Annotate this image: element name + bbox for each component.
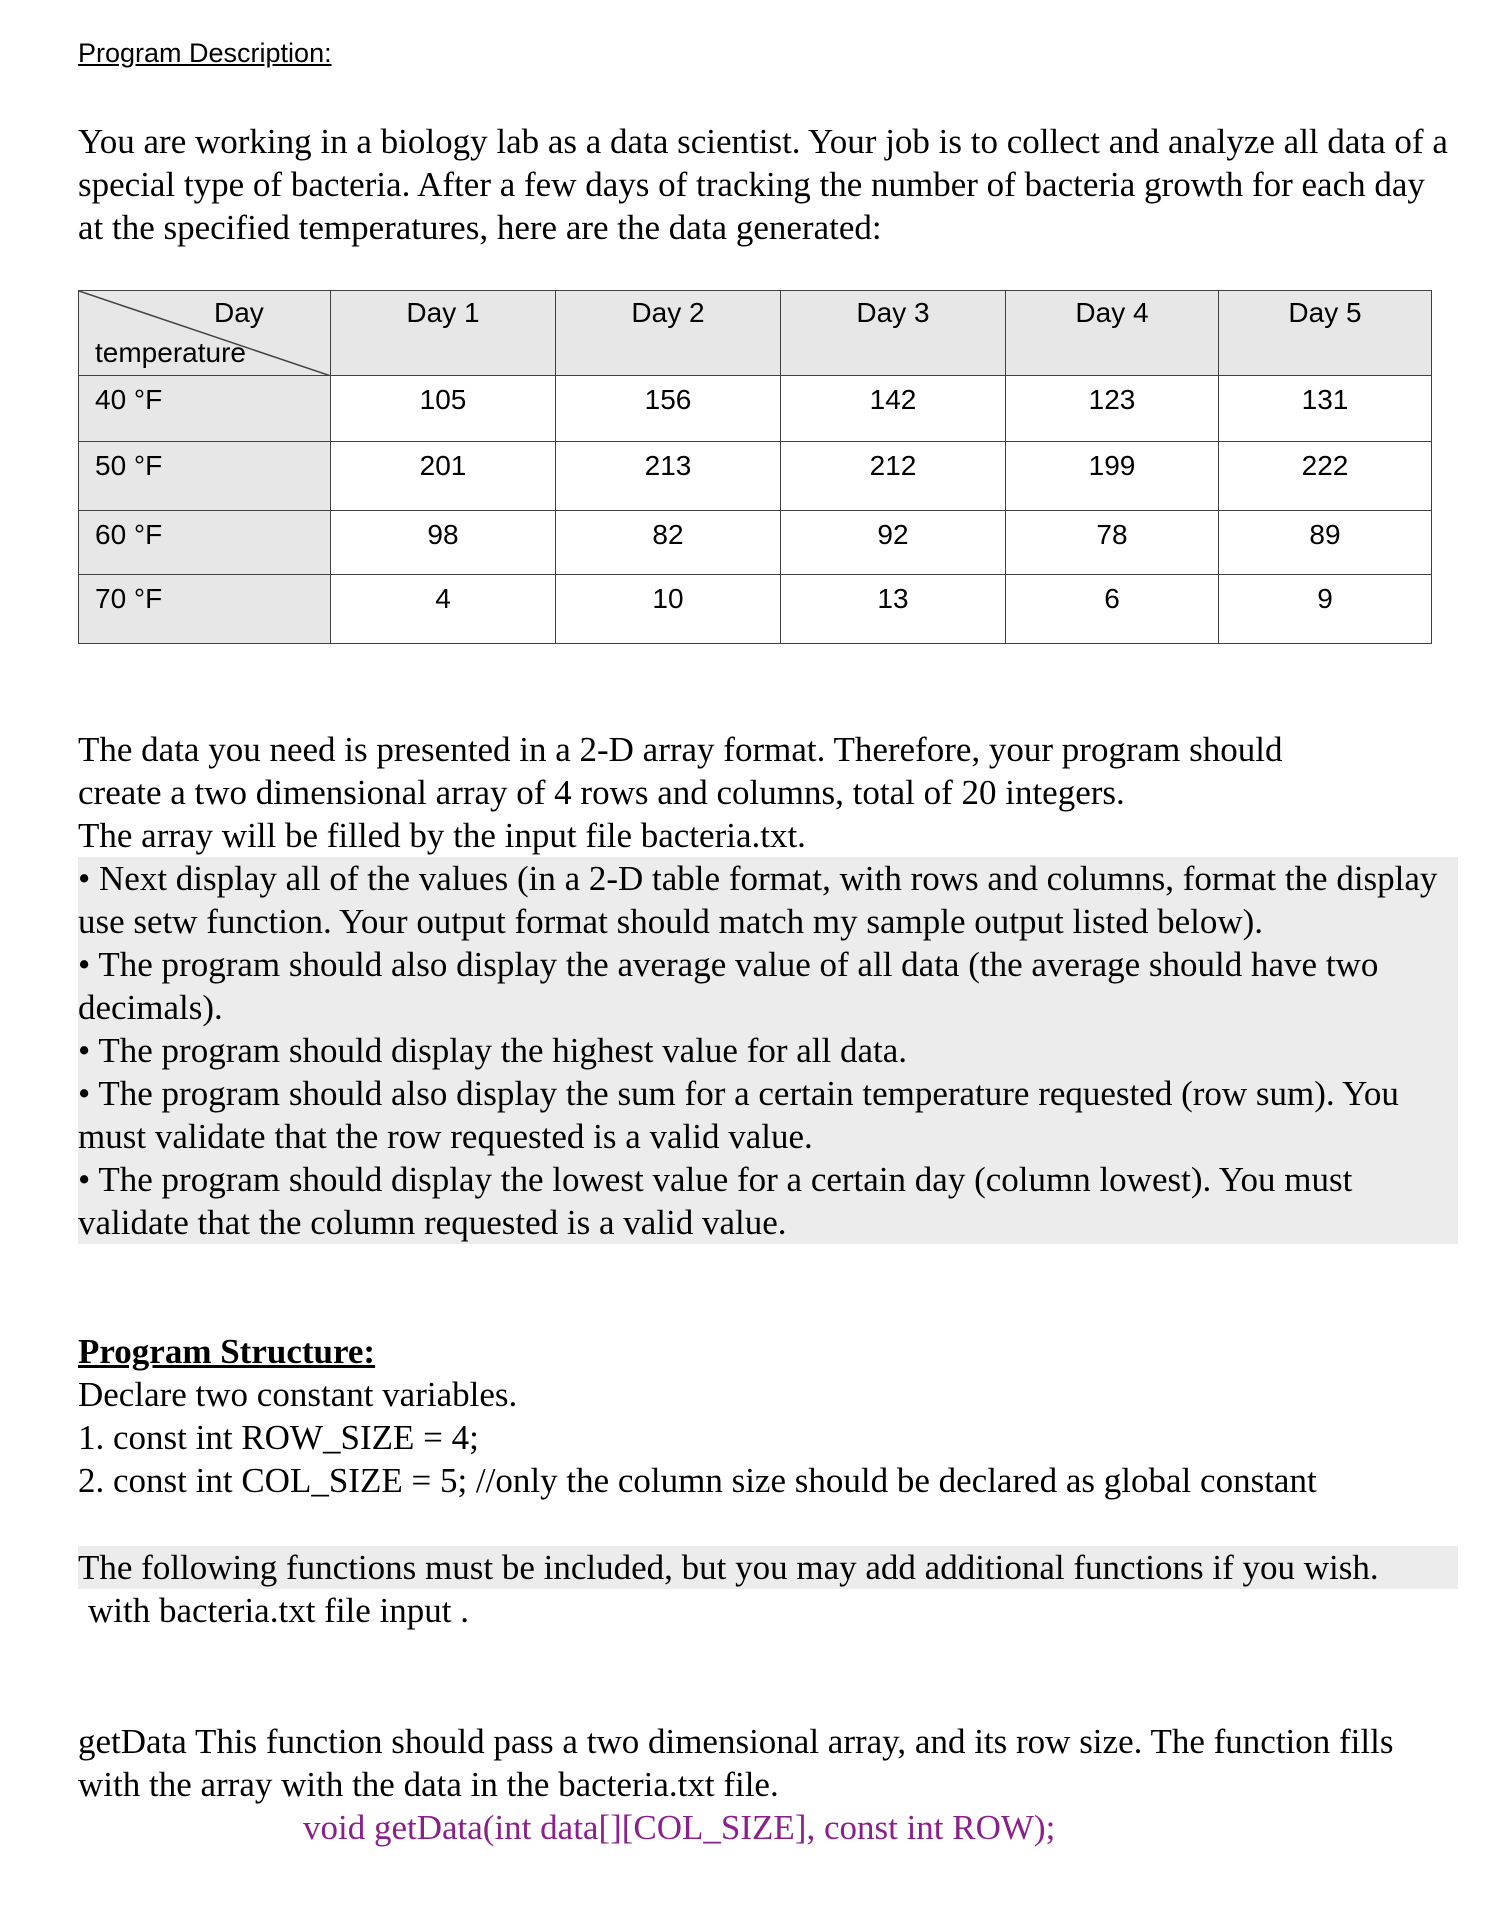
- table-cell: 213: [556, 442, 781, 511]
- table-cell: 222: [1219, 442, 1432, 511]
- getdata-section: [78, 1720, 1458, 1849]
- table-header-row: [79, 291, 1432, 376]
- table-cell: 92: [781, 511, 1006, 575]
- table-cell: 156: [556, 376, 781, 442]
- table-cell: 199: [1006, 442, 1219, 511]
- table-cell: 13: [781, 575, 1006, 644]
- table-cell: 212: [781, 442, 1006, 511]
- bullet-item-average: • The program should also display the average value of all data (the average should have two decimals).: [78, 943, 1458, 1029]
- table-cell: 6: [1006, 575, 1219, 644]
- column-header: Day 3: [781, 291, 1006, 376]
- table-cell: 131: [1219, 376, 1432, 442]
- intro-paragraph: You are working in a biology lab as a data scientist. Your job is to collect and analyze all data of a special type of bacteria. After a few days of tracking the number of bacteria growth for each day at the specified temperatures, here are the data generated:: [78, 122, 1448, 247]
- array-text-line-2: create a two dimensional array of 4 rows and columns, total of 20 integers.: [78, 773, 1125, 812]
- table-cell: 10: [556, 575, 781, 644]
- array-text-line-1: The data you need is presented in a 2-D array format. Therefore, your program should: [78, 730, 1283, 769]
- bullet-item-column-lowest: • The program should display the lowest value for a certain day (column lowest). You must validate that the column requested is a valid value.: [78, 1158, 1458, 1244]
- table-cell: 82: [556, 511, 781, 575]
- structure-line-3: 2. const int COL_SIZE = 5; //only the column size should be declared as global constant: [78, 1461, 1317, 1500]
- functions-line-1: The following functions must be included, but you may add additional functions if you wish.: [78, 1546, 1458, 1589]
- functions-section: [78, 1546, 1458, 1632]
- requirements-section: [78, 728, 1458, 1244]
- row-label: 70 °F: [79, 575, 331, 644]
- table-cell: 201: [331, 442, 556, 511]
- program-structure-title: Program Structure:: [78, 1332, 376, 1371]
- table-cell: 4: [331, 575, 556, 644]
- column-header: Day 5: [1219, 291, 1432, 376]
- getdata-prototype: void getData(int data[][COL_SIZE], const int ROW);: [303, 1808, 1056, 1847]
- table-cell: 98: [331, 511, 556, 575]
- bullet-item-display-values: • Next display all of the values (in a 2-D table format, with rows and columns, format the display use setw function. Your output format should match my sample output listed below).: [78, 857, 1458, 943]
- table-corner-cell: [79, 291, 331, 376]
- table-cell: 142: [781, 376, 1006, 442]
- array-text-line-3: The array will be filled by the input file bacteria.txt.: [78, 816, 806, 855]
- structure-line-1: Declare two constant variables.: [78, 1375, 518, 1414]
- table-cell: 89: [1219, 511, 1432, 575]
- corner-temperature-label: temperature: [95, 337, 246, 368]
- row-label: 40 °F: [79, 376, 331, 442]
- bullet-item-highest: • The program should display the highest value for all data.: [78, 1029, 1458, 1072]
- getdata-description: getData This function should pass a two dimensional array, and its row size. The function fills with the array with the data in the bacteria.txt file.: [78, 1722, 1394, 1804]
- table-cell: 105: [331, 376, 556, 442]
- row-label: 60 °F: [79, 511, 331, 575]
- row-label: 50 °F: [79, 442, 331, 511]
- table-row: [79, 442, 1432, 511]
- bullet-item-row-sum: • The program should also display the sum for a certain temperature requested (row sum). You must validate that the row requested is a valid value.: [78, 1072, 1458, 1158]
- table-row: [79, 511, 1432, 575]
- corner-day-label: Day: [214, 297, 264, 328]
- section-heading-program-description: Program Description:: [78, 38, 332, 68]
- structure-line-2: 1. const int ROW_SIZE = 4;: [78, 1418, 479, 1457]
- column-header: Day 2: [556, 291, 781, 376]
- table-row: [79, 376, 1432, 442]
- table-cell: 123: [1006, 376, 1219, 442]
- table-cell: 78: [1006, 511, 1219, 575]
- column-header: Day 4: [1006, 291, 1219, 376]
- functions-line-2: with bacteria.txt file input .: [88, 1591, 470, 1630]
- table-row: [79, 575, 1432, 644]
- bacteria-data-table: [78, 290, 1432, 644]
- program-structure-section: [78, 1330, 1458, 1502]
- table-cell: 9: [1219, 575, 1432, 644]
- column-header: Day 1: [331, 291, 556, 376]
